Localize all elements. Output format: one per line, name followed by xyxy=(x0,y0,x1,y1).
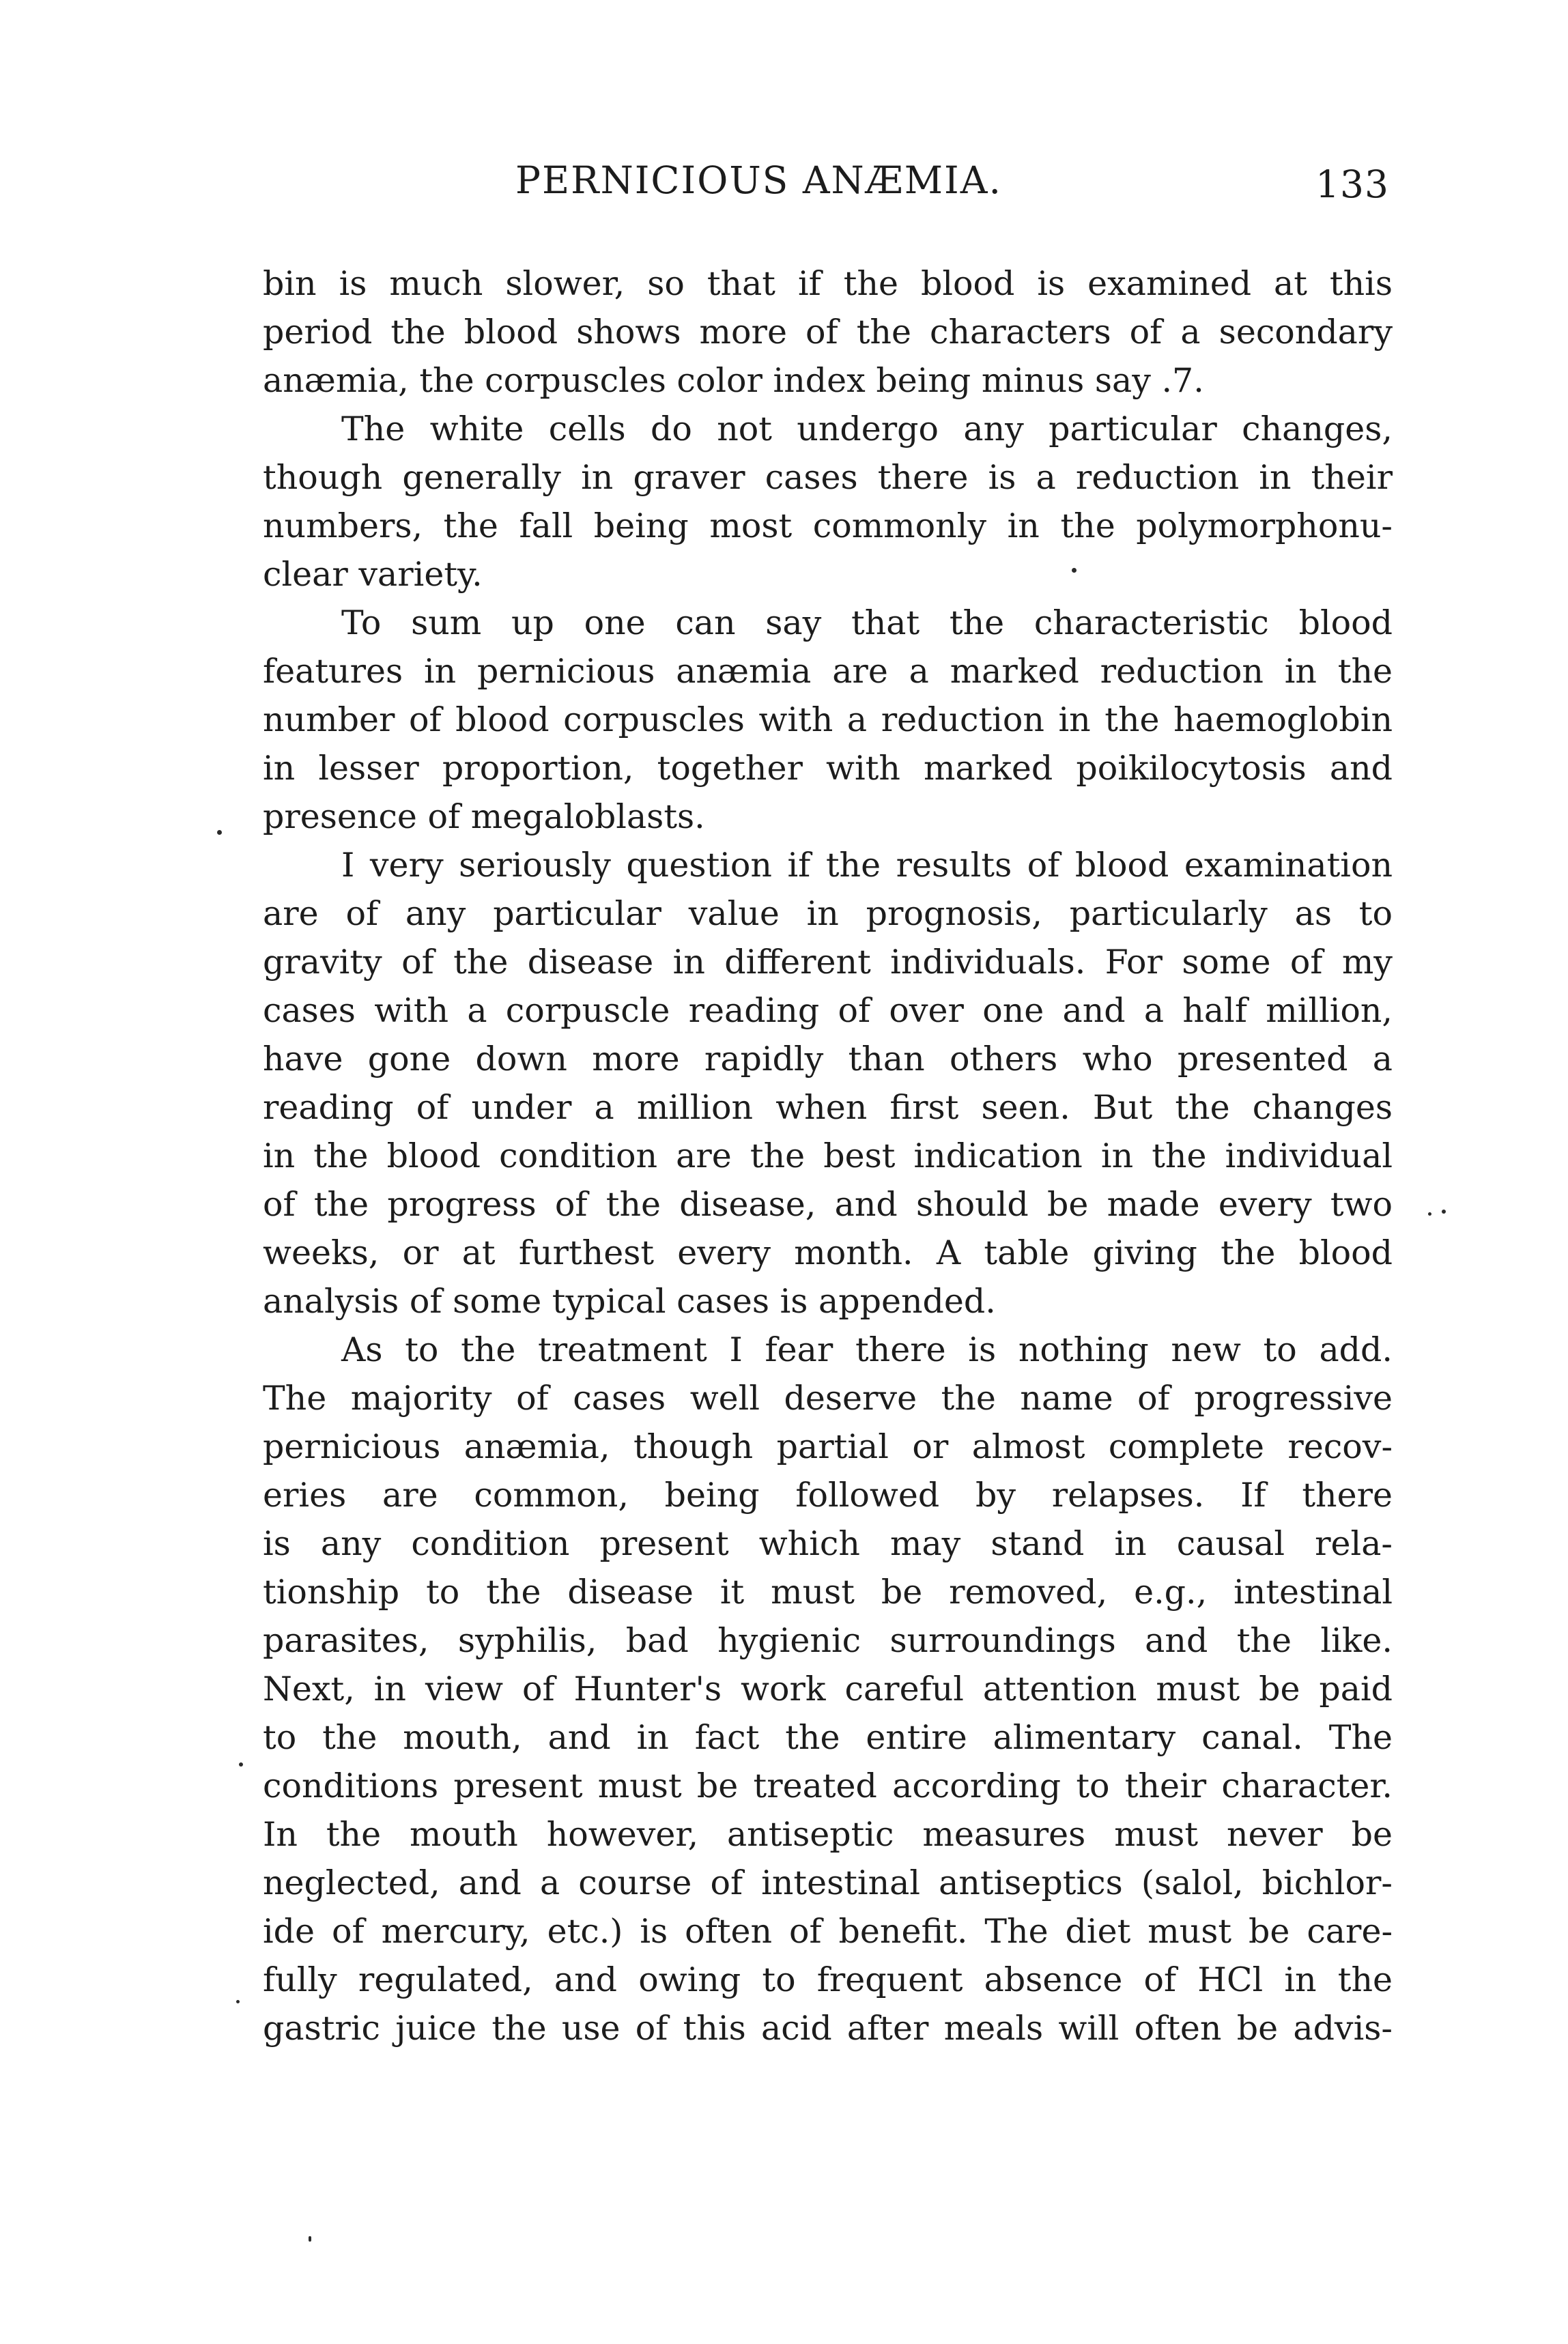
paragraph-start-line: To sum up one can say that the characteristic blood xyxy=(341,603,1393,642)
text-line: are of any particular value in prognosis, particularly as to xyxy=(263,894,1393,933)
text-line: to the mouth, and in fact the entire alimentary canal. The xyxy=(263,1718,1393,1757)
text-line: Next, in view of Hunter's work careful attention must be paid xyxy=(263,1670,1393,1709)
scan-speck xyxy=(236,2000,240,2003)
scan-speck xyxy=(1072,568,1077,573)
text-line: have gone down more rapidly than others who presented a xyxy=(263,1040,1393,1078)
text-line: cases with a corpuscle reading of over one and a half million, xyxy=(263,991,1393,1030)
page-number: 133 xyxy=(1315,162,1389,206)
text-line: neglected, and a course of intestinal antiseptics (salol, bichlor- xyxy=(263,1863,1393,1902)
text-line: eries are common, being followed by relapses. If there xyxy=(263,1476,1393,1515)
text-line: conditions present must be treated according to their character. xyxy=(263,1767,1393,1805)
text-line: analysis of some typical cases is appended. xyxy=(263,1282,996,1321)
text-line: pernicious anæmia, though partial or almost complete recov- xyxy=(263,1427,1393,1466)
text-line: reading of under a million when first seen. But the changes xyxy=(263,1088,1393,1127)
running-title: PERNICIOUS ANÆMIA. xyxy=(515,158,1002,202)
text-line: parasites, syphilis, bad hygienic surroundings and the like. xyxy=(263,1621,1393,1660)
text-line: features in pernicious anæmia are a marked reduction in the xyxy=(263,652,1393,691)
scan-speck xyxy=(1428,1212,1431,1216)
text-line: clear variety. xyxy=(263,555,483,594)
paragraph-start-line: I very seriously question if the results of blood examination xyxy=(341,846,1393,885)
scan-speck xyxy=(1442,1210,1446,1214)
scan-speck xyxy=(239,1762,243,1767)
text-line: period the blood shows more of the characters of a secondary xyxy=(263,313,1393,352)
text-line: The majority of cases well deserve the name of progressive xyxy=(263,1379,1393,1418)
text-line: ide of mercury, etc.) is often of benefit. The diet must be care- xyxy=(263,1912,1393,1951)
text-line: of the progress of the disease, and should be made every two xyxy=(263,1185,1393,1224)
text-line: is any condition present which may stand in causal rela- xyxy=(263,1524,1393,1563)
text-line: bin is much slower, so that if the blood is examined at this xyxy=(263,264,1393,303)
running-head xyxy=(263,158,1389,227)
text-line: gravity of the disease in different individuals. For some of my xyxy=(263,943,1393,982)
text-line: anæmia, the corpuscles color index being minus say .7. xyxy=(263,361,1204,400)
text-line: in lesser proportion, together with marked poikilocytosis and xyxy=(263,749,1393,788)
text-line: gastric juice the use of this acid after meals will often be advis- xyxy=(263,2009,1393,2048)
text-line: numbers, the fall being most commonly in the polymorphonu- xyxy=(263,506,1393,545)
text-line: tionship to the disease it must be removed, e.g., intestinal xyxy=(263,1573,1393,1612)
text-line: number of blood corpuscles with a reduction in the haemoglobin xyxy=(263,700,1393,739)
scan-speck xyxy=(217,830,222,835)
body-text xyxy=(263,259,1393,2053)
paragraph-start-line: The white cells do not undergo any particular changes, xyxy=(341,410,1393,448)
text-line: though generally in graver cases there is a reduction in their xyxy=(263,458,1393,497)
text-line: in the blood condition are the best indication in the individual xyxy=(263,1137,1393,1175)
text-line: In the mouth however, antiseptic measures must never be xyxy=(263,1815,1393,1854)
text-line: presence of megaloblasts. xyxy=(263,797,705,836)
text-line: weeks, or at furthest every month. A table giving the blood xyxy=(263,1233,1393,1272)
scan-speck xyxy=(309,2236,311,2242)
paragraph-start-line: As to the treatment I fear there is nothing new to add. xyxy=(341,1330,1393,1369)
text-line: fully regulated, and owing to frequent absence of HCl in the xyxy=(263,1960,1393,1999)
